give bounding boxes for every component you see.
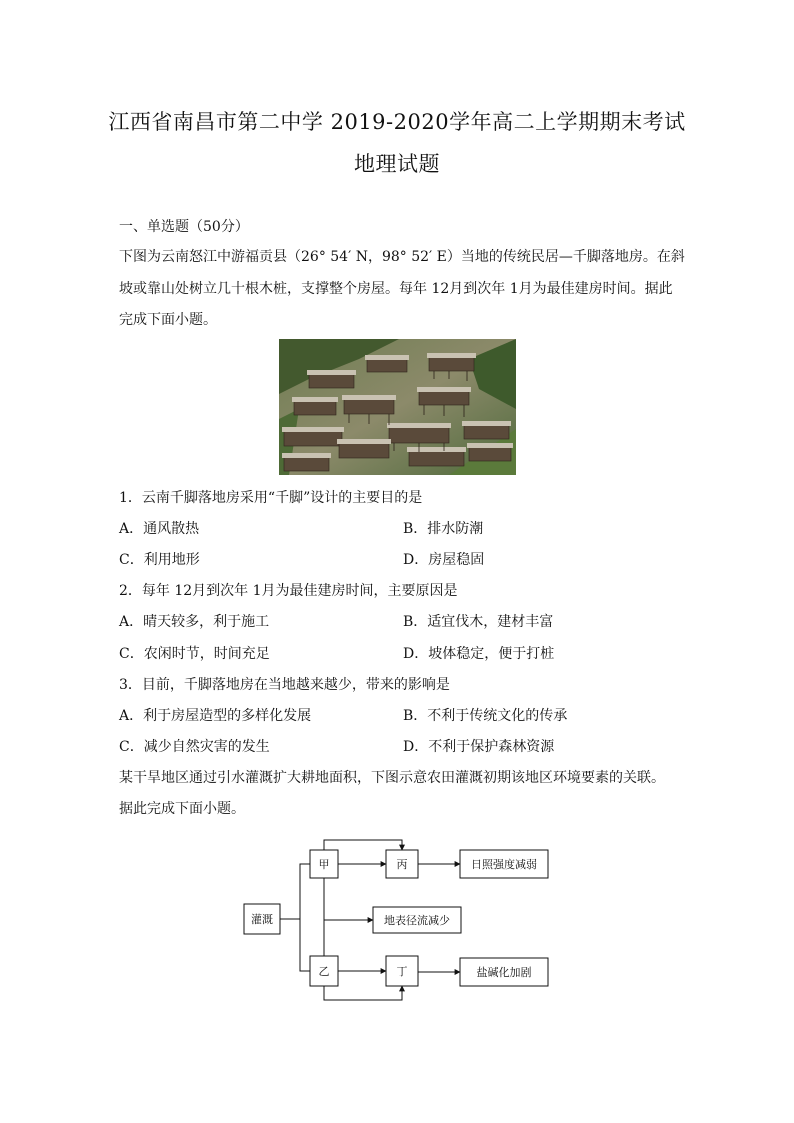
q3-option-b: B．不利于传统文化的传承 [403,708,568,724]
label-bing: 丙 [396,858,408,871]
label-runoff: 地表径流减少 [384,914,450,927]
q3-option-d: D．不利于保护森林资源 [403,739,555,755]
stilt-house-photo [279,339,516,475]
q1-option-d: D．房屋稳固 [403,552,485,568]
intro1-line1: 下图为云南怒江中游福贡县（26° 54′ N，98° 52′ E）当地的传统民居—千脚落地房。在斜 [119,249,685,265]
question-1-stem: 1．云南千脚落地房采用“千脚”设计的主要目的是 [119,490,423,506]
q2-option-b: B．适宜伐木，建材丰富 [403,614,554,630]
section-heading: 一、单选题（50分） [119,219,249,235]
label-jia: 甲 [318,858,330,871]
label-salinization: 盐碱化加剧 [476,966,532,979]
question-2-stem: 2．每年 12月到次年 1月为最佳建房时间，主要原因是 [119,583,458,599]
q3-option-a: A．利于房屋造型的多样化发展 [119,708,312,724]
q2-option-a: A．晴天较多，利于施工 [119,614,270,630]
q3-option-c: C．减少自然灾害的发生 [119,739,270,755]
label-sunlight: 日照强度减弱 [471,858,537,871]
q1-option-c: C．利用地形 [119,552,200,568]
q1-option-b: B．排水防潮 [403,521,484,537]
exam-title: 江西省南昌市第二中学 2019-2020学年高二上学期期末考试 [108,110,686,134]
q1-option-a: A．通风散热 [119,521,200,537]
intro1-line2: 坡或靠山处树立几十根木桩，支撑整个房屋。每年 12月到次年 1月为最佳建房时间。据此 [119,281,673,297]
intro2-line2: 据此完成下面小题。 [119,801,245,817]
label-ding: 丁 [396,965,408,978]
question-3-stem: 3．目前，千脚落地房在当地越来越少，带来的影响是 [119,677,450,693]
intro2-line1: 某干旱地区通过引水灌溉扩大耕地面积，下图示意农田灌溉初期该地区环境要素的关联。 [119,770,665,786]
label-irrigation: 灌溉 [251,913,273,926]
intro1-line3: 完成下面小题。 [119,312,217,328]
exam-subtitle: 地理试题 [354,152,440,176]
q2-option-d: D．坡体稳定，便于打桩 [403,646,555,662]
label-yi: 乙 [318,965,330,978]
environment-relationship-diagram [236,836,566,1008]
q2-option-c: C．农闲时节，时间充足 [119,646,270,662]
